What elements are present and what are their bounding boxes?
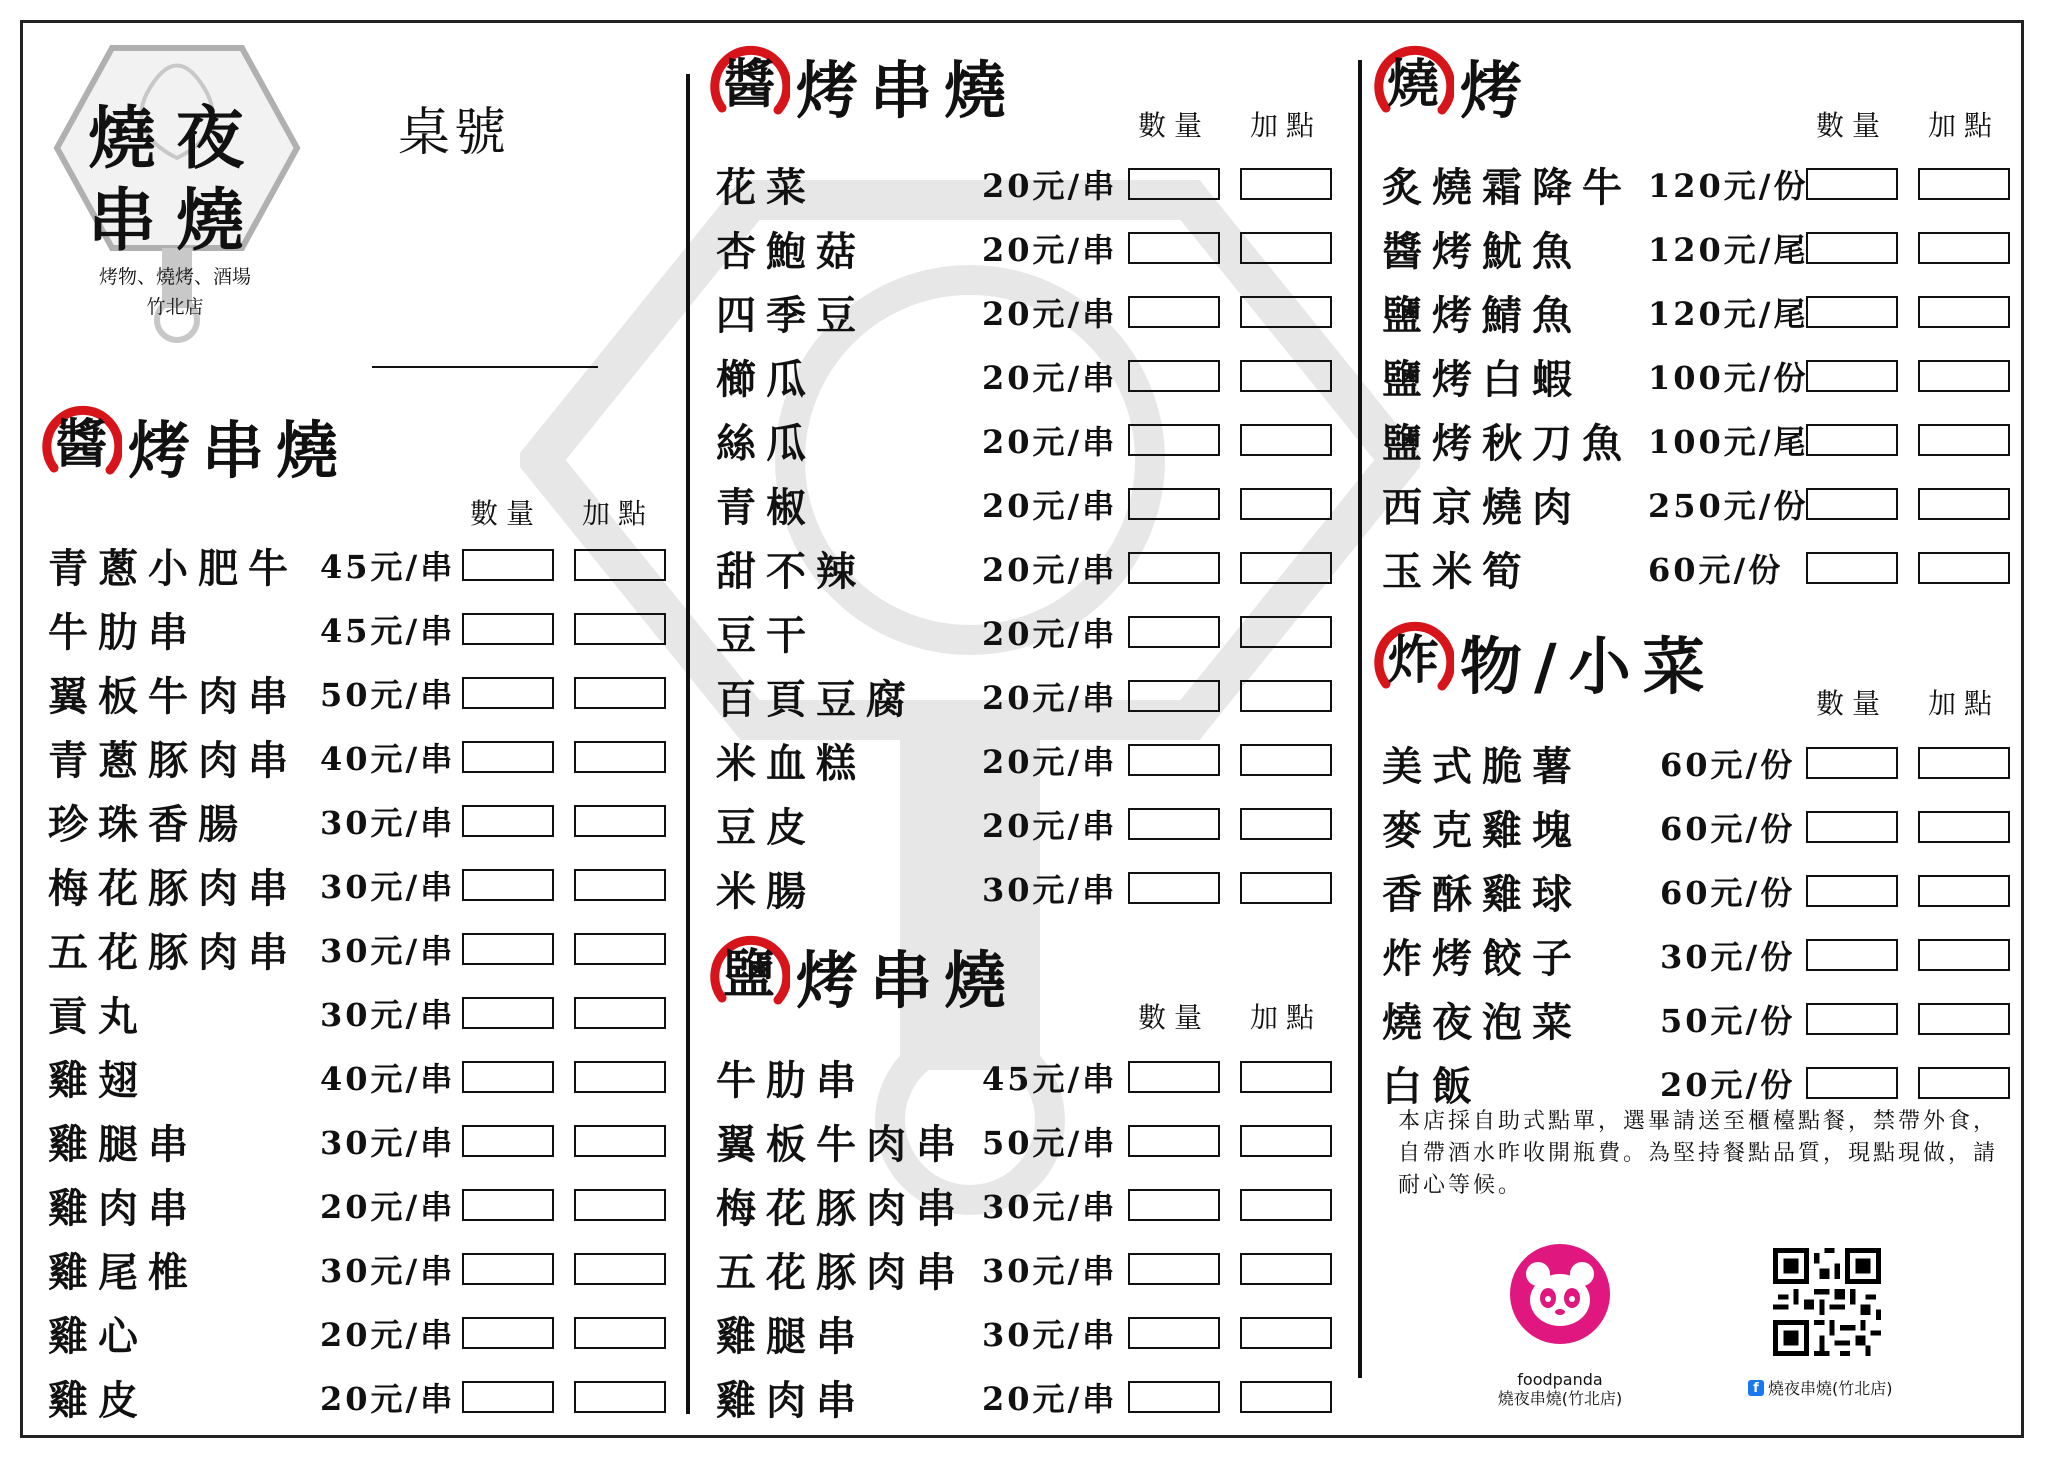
extra-order-box[interactable] — [1918, 296, 2010, 328]
menu-item-price: 20元/串 — [982, 359, 1118, 397]
extra-order-header: 加點 — [1928, 109, 2001, 142]
menu-item-name: 杏鮑菇 — [716, 227, 866, 275]
menu-item-price: 120元/份 — [1648, 167, 1809, 205]
menu-item-price: 100元/份 — [1648, 359, 1809, 397]
extra-order-box[interactable] — [1918, 168, 2010, 200]
menu-item-name: 青蔥豚肉串 — [48, 736, 298, 784]
red-seal-icon — [1372, 620, 1454, 702]
extra-order-box[interactable] — [1918, 488, 2010, 520]
quantity-box[interactable] — [1806, 296, 1898, 328]
extra-order-box[interactable] — [1918, 811, 2010, 843]
menu-item-row — [0, 991, 2048, 1047]
menu-item-name: 豆皮 — [716, 803, 816, 851]
menu-item-row — [0, 604, 2048, 660]
extra-order-box[interactable] — [1918, 1003, 2010, 1035]
menu-item-name: 雞腿串 — [716, 1312, 866, 1360]
menu-item-name: 花菜 — [716, 163, 816, 211]
menu-item-price: 100元/尾 — [1648, 423, 1809, 461]
menu-item-name: 牛肋串 — [48, 608, 198, 656]
menu-item-price: 20元/串 — [982, 679, 1118, 717]
menu-item-row — [0, 284, 2048, 340]
column-headers-soy-middle — [1138, 104, 1322, 144]
section-title-text: 物/小菜 — [1460, 629, 1717, 703]
extra-order-box[interactable] — [1240, 680, 1332, 712]
extra-order-box[interactable] — [1240, 1253, 1332, 1285]
quantity-box[interactable] — [1806, 360, 1898, 392]
menu-item-name: 梅花豚肉串 — [48, 864, 298, 912]
menu-item-row — [0, 1241, 2048, 1297]
extra-order-box[interactable] — [1918, 360, 2010, 392]
menu-item-price: 120元/尾 — [1648, 295, 1809, 333]
menu-item-price: 45元/串 — [982, 1060, 1118, 1098]
quantity-box[interactable] — [1806, 747, 1898, 779]
menu-item-price: 20元/串 — [982, 1380, 1118, 1418]
section-title-fried — [1372, 616, 1717, 706]
menu-item-price: 30元/串 — [320, 996, 456, 1034]
menu-item-price: 30元/串 — [320, 868, 456, 906]
menu-item-price: 60元/份 — [1648, 551, 1784, 589]
menu-item-name: 五花豚肉串 — [716, 1248, 966, 1296]
menu-item-name: 醬烤魷魚 — [1382, 227, 1582, 275]
quantity-box[interactable] — [1128, 1381, 1220, 1413]
section-title-soy-middle — [708, 40, 1018, 130]
menu-item-name: 牛肋串 — [716, 1056, 866, 1104]
quantity-header: 數量 — [470, 497, 543, 530]
extra-order-box[interactable] — [1240, 1189, 1332, 1221]
section-title-text: 烤 — [1460, 53, 1535, 127]
quantity-box[interactable] — [1806, 1003, 1898, 1035]
menu-item-price: 20元/串 — [982, 807, 1118, 845]
menu-item-price: 20元/串 — [982, 615, 1118, 653]
quantity-box[interactable] — [1806, 424, 1898, 456]
menu-item-price: 250元/份 — [1648, 487, 1809, 525]
section-title-text: 烤串燒 — [128, 413, 351, 487]
menu-item-name: 雞肉串 — [48, 1184, 198, 1232]
extra-order-box[interactable] — [1240, 616, 1332, 648]
menu-item-price: 50元/份 — [1660, 1002, 1796, 1040]
menu-item-price: 30元/份 — [1660, 938, 1796, 976]
column-headers-fried — [1816, 682, 2000, 722]
brand-tagline: 烤物、燒烤、酒場 — [98, 266, 251, 288]
menu-item-name: 豆干 — [716, 611, 816, 659]
quantity-box[interactable] — [1806, 488, 1898, 520]
foodpanda-brand: foodpanda — [1517, 1370, 1603, 1389]
menu-item-row — [0, 412, 2048, 468]
quantity-header: 數量 — [1138, 1001, 1211, 1034]
quantity-box[interactable] — [1128, 1317, 1220, 1349]
menu-item-price: 45元/串 — [320, 612, 456, 650]
facebook-store: 燒夜串燒(竹北店) — [1768, 1379, 1893, 1398]
quantity-box[interactable] — [1806, 939, 1898, 971]
menu-item-price: 45元/串 — [320, 548, 456, 586]
menu-item-price: 20元/串 — [982, 231, 1118, 269]
menu-item-row — [0, 476, 2048, 532]
menu-item-price: 20元/份 — [1660, 1066, 1796, 1104]
menu-item-row — [0, 220, 2048, 276]
quantity-box[interactable] — [1128, 616, 1220, 648]
menu-item-name: 米腸 — [716, 867, 816, 915]
menu-item-row — [0, 156, 2048, 212]
menu-item-price: 20元/串 — [982, 295, 1118, 333]
brand-name-line2: 串燒 — [88, 181, 265, 261]
quantity-box[interactable] — [1806, 552, 1898, 584]
menu-item-price: 20元/串 — [320, 1380, 456, 1418]
menu-item-name: 櫛瓜 — [716, 355, 816, 403]
menu-item-name: 香酥雞球 — [1382, 870, 1582, 918]
extra-order-box[interactable] — [1918, 875, 2010, 907]
menu-item-row — [0, 668, 2048, 724]
extra-order-box[interactable] — [1918, 1067, 2010, 1099]
foodpanda-logo[interactable] — [1510, 1244, 1610, 1344]
menu-item-price: 40元/串 — [320, 740, 456, 778]
menu-item-name: 翼板牛肉串 — [48, 672, 298, 720]
quantity-box[interactable] — [1806, 232, 1898, 264]
section-title-grill — [1372, 40, 1534, 130]
section-seal-char: 鹽 — [722, 944, 775, 1005]
menu-item-row — [0, 1369, 2048, 1425]
menu-item-price: 60元/份 — [1660, 746, 1796, 784]
column-headers-grill — [1816, 104, 2000, 144]
menu-item-name: 百頁豆腐 — [716, 675, 916, 723]
menu-item-price: 20元/串 — [320, 1316, 456, 1354]
quantity-box[interactable] — [1128, 1253, 1220, 1285]
menu-item-name: 貢丸 — [48, 992, 148, 1040]
quantity-box[interactable] — [1128, 1125, 1220, 1157]
menu-item-name: 玉米筍 — [1382, 547, 1532, 595]
menu-item-price: 30元/串 — [320, 932, 456, 970]
menu-item-name: 雞肉串 — [716, 1376, 866, 1424]
ordering-notice: 本店採自助式點單，選畢請送至櫃檯點餐，禁帶外食，自帶酒水昨收開瓶費。為堅持餐點品質，現點現做，請耐心等候。 — [1398, 1109, 1999, 1198]
red-seal-icon — [1372, 44, 1454, 126]
quantity-box[interactable] — [1806, 1067, 1898, 1099]
menu-item-price: 30元/串 — [320, 1252, 456, 1290]
table-number-label: 桌號 — [398, 103, 511, 163]
quantity-header: 數量 — [1138, 109, 1211, 142]
menu-item-name: 雞心 — [48, 1312, 148, 1360]
menu-item-price: 20元/串 — [320, 1188, 456, 1226]
menu-item-name: 鹽烤秋刀魚 — [1382, 419, 1632, 467]
menu-item-name: 米血糕 — [716, 739, 866, 787]
panda-icon — [1510, 1244, 1610, 1344]
menu-item-price: 20元/串 — [982, 743, 1118, 781]
quantity-box[interactable] — [1806, 811, 1898, 843]
quantity-box[interactable] — [1806, 875, 1898, 907]
menu-item-name: 燒夜泡菜 — [1382, 998, 1582, 1046]
section-seal-char: 炸 — [1386, 630, 1439, 691]
foodpanda-label — [1480, 1370, 1640, 1408]
menu-item-name: 梅花豚肉串 — [716, 1184, 966, 1232]
menu-item-price: 30元/串 — [982, 871, 1118, 909]
facebook-icon: f — [1748, 1380, 1764, 1396]
menu-item-name: 絲瓜 — [716, 419, 816, 467]
quantity-header: 數量 — [1816, 109, 1889, 142]
facebook-label — [1748, 1376, 1948, 1399]
menu-item-name: 西京燒肉 — [1382, 483, 1582, 531]
menu-item-price: 20元/串 — [982, 167, 1118, 205]
menu-item-name: 雞尾椎 — [48, 1248, 198, 1296]
menu-item-price: 30元/串 — [982, 1252, 1118, 1290]
menu-item-price: 20元/串 — [982, 423, 1118, 461]
menu-item-name: 翼板牛肉串 — [716, 1120, 966, 1168]
menu-item-name: 四季豆 — [716, 291, 866, 339]
red-seal-icon — [708, 44, 790, 126]
menu-item-row — [0, 1305, 2048, 1361]
menu-item-name: 麥克雞塊 — [1382, 806, 1582, 854]
menu-item-name: 白飯 — [1382, 1062, 1482, 1110]
menu-item-row — [0, 348, 2048, 404]
extra-order-box[interactable] — [1918, 552, 2010, 584]
extra-order-box[interactable] — [1918, 747, 2010, 779]
section-title-text: 烤串燒 — [796, 943, 1019, 1017]
extra-order-box[interactable] — [1918, 939, 2010, 971]
menu-item-price: 50元/串 — [982, 1124, 1118, 1162]
menu-item-price: 30元/串 — [320, 804, 456, 842]
extra-order-header: 加點 — [582, 497, 655, 530]
extra-order-box[interactable] — [1240, 1125, 1332, 1157]
menu-item-row — [0, 799, 2048, 855]
section-seal-char: 醬 — [54, 414, 107, 475]
menu-item-price: 30元/串 — [320, 1124, 456, 1162]
menu-item-price: 20元/串 — [982, 487, 1118, 525]
menu-item-price: 50元/串 — [320, 676, 456, 714]
menu-item-name: 青蔥小肥牛 — [48, 544, 298, 592]
qr-code-icon[interactable] — [1773, 1248, 1881, 1356]
menu-item-name: 雞翅 — [48, 1056, 148, 1104]
menu-item-name: 美式脆薯 — [1382, 742, 1582, 790]
menu-item-row — [0, 927, 2048, 983]
extra-order-header: 加點 — [1250, 1001, 1323, 1034]
section-seal-char: 燒 — [1386, 54, 1439, 115]
brand-name-line1: 燒夜 — [88, 99, 265, 179]
menu-item-price: 30元/串 — [982, 1188, 1118, 1226]
foodpanda-store: 燒夜串燒(竹北店) — [1497, 1389, 1623, 1408]
menu-item-name: 甜不辣 — [716, 547, 866, 595]
extra-order-box[interactable] — [1918, 424, 2010, 456]
quantity-box[interactable] — [1128, 1189, 1220, 1221]
menu-item-name: 五花豚肉串 — [48, 928, 298, 976]
menu-item-name: 炸烤餃子 — [1382, 934, 1582, 982]
menu-item-price: 40元/串 — [320, 1060, 456, 1098]
menu-item-price: 30元/串 — [982, 1316, 1118, 1354]
menu-item-name: 炙燒霜降牛 — [1382, 163, 1632, 211]
menu-item-price: 120元/尾 — [1648, 231, 1809, 269]
extra-order-box[interactable] — [1918, 232, 2010, 264]
extra-order-header: 加點 — [1250, 109, 1323, 142]
menu-item-name: 珍珠香腸 — [48, 800, 248, 848]
menu-item-name: 鹽烤白蝦 — [1382, 355, 1582, 403]
menu-item-row — [0, 735, 2048, 791]
section-seal-char: 醬 — [722, 54, 775, 115]
section-title-text: 烤串燒 — [796, 53, 1019, 127]
quantity-header: 數量 — [1816, 687, 1889, 720]
menu-item-name: 雞腿串 — [48, 1120, 198, 1168]
quantity-box[interactable] — [1806, 168, 1898, 200]
extra-order-box[interactable] — [1240, 1317, 1332, 1349]
extra-order-header: 加點 — [1928, 687, 2001, 720]
menu-item-row — [0, 540, 2048, 596]
menu-item-price: 60元/份 — [1660, 810, 1796, 848]
brand-branch: 竹北店 — [146, 296, 204, 318]
quantity-box[interactable] — [1128, 680, 1220, 712]
menu-item-name: 鹽烤鯖魚 — [1382, 291, 1582, 339]
menu-item-row — [0, 863, 2048, 919]
extra-order-box[interactable] — [1240, 1381, 1332, 1413]
menu-item-price: 60元/份 — [1660, 874, 1796, 912]
menu-item-price: 20元/串 — [982, 551, 1118, 589]
menu-item-name: 雞皮 — [48, 1376, 148, 1424]
menu-item-name: 青椒 — [716, 483, 816, 531]
menu-item-row — [0, 1055, 2048, 1111]
